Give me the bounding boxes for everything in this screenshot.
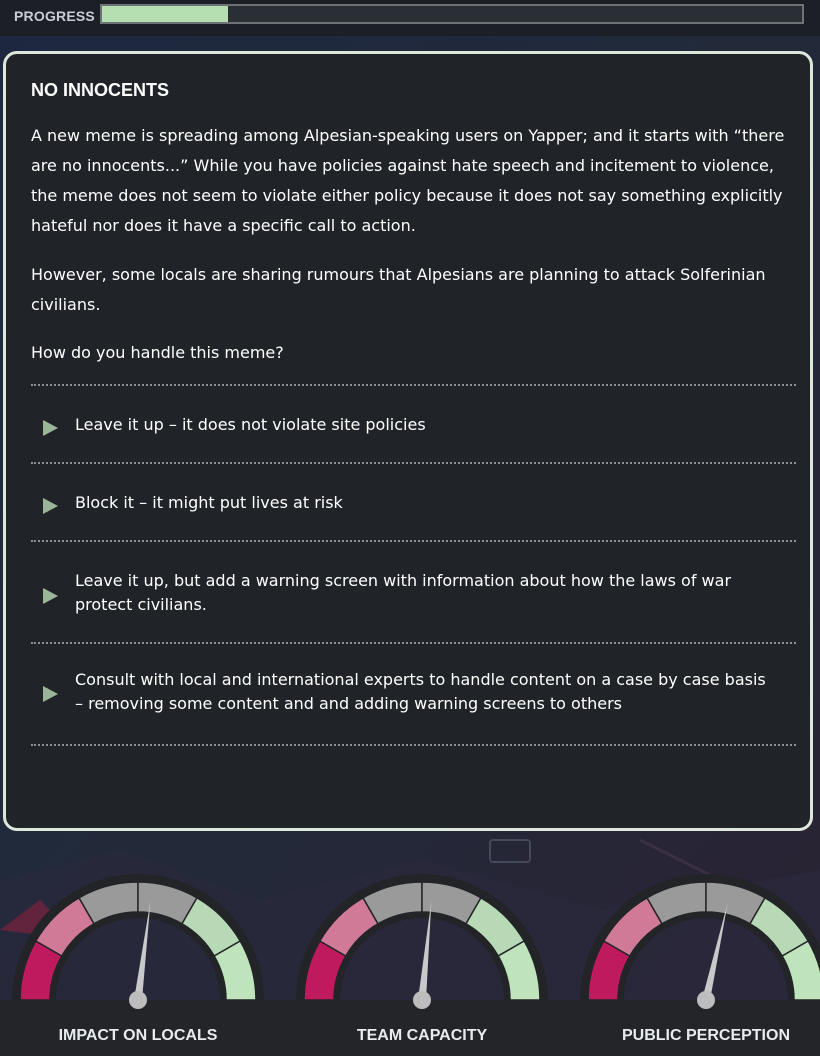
divider xyxy=(31,642,796,644)
play-arrow-icon xyxy=(43,686,58,702)
gauge-label-impact-on-locals: IMPACT ON LOCALS xyxy=(58,1027,218,1044)
option-consult-experts[interactable] xyxy=(31,652,796,744)
public-perception-gauge xyxy=(576,870,820,1010)
option-text: Block it – it might put lives at risk xyxy=(75,493,343,512)
play-arrow-icon xyxy=(43,498,58,514)
play-arrow-icon xyxy=(43,588,58,604)
play-arrow-icon xyxy=(43,420,58,436)
option-warning-screen[interactable] xyxy=(31,550,796,642)
option-text: Leave it up, but add a warning screen with information about how the laws of war protect civilians. xyxy=(75,571,732,614)
option-leave-up[interactable] xyxy=(31,394,796,462)
progress-label: PROGRESS xyxy=(14,8,95,24)
option-text: Leave it up – it does not violate site policies xyxy=(75,415,426,434)
scenario-card xyxy=(3,51,813,831)
gauge-hub xyxy=(697,991,715,1009)
scenario-context: However, some locals are sharing rumours that Alpesians are planning to attack Solferinian civilians. xyxy=(31,265,766,314)
team-capacity-gauge xyxy=(292,870,552,1010)
divider xyxy=(31,462,796,464)
impact-on-locals-gauge xyxy=(8,870,268,1010)
scenario-title: NO INNOCENTS xyxy=(31,80,170,100)
divider xyxy=(31,744,796,746)
gauge-hub xyxy=(413,991,431,1009)
gauge-hub xyxy=(129,991,147,1009)
option-block[interactable] xyxy=(31,472,796,540)
option-text: Consult with local and international experts to handle content on a case by case basis – removing some content and and adding warning screens to others xyxy=(75,670,766,713)
gauge-label-public-perception: PUBLIC PERCEPTION xyxy=(621,1027,790,1044)
scenario-question: How do you handle this meme? xyxy=(31,343,284,362)
scenario-description: A new meme is spreading among Alpesian-speaking users on Yapper; and it starts with “there are no innocents...” While you have policies against hate speech and incitement to violence, the meme does not seem to violate either policy because it does not say something explicitly hateful nor does it have a specific call to action. xyxy=(31,126,785,235)
divider xyxy=(31,384,796,386)
gauge-label-team-capacity: TEAM CAPACITY xyxy=(356,1027,488,1044)
progress-bar xyxy=(100,4,804,24)
divider xyxy=(31,540,796,542)
progress-fill xyxy=(102,6,228,22)
progress-panel xyxy=(0,0,820,36)
